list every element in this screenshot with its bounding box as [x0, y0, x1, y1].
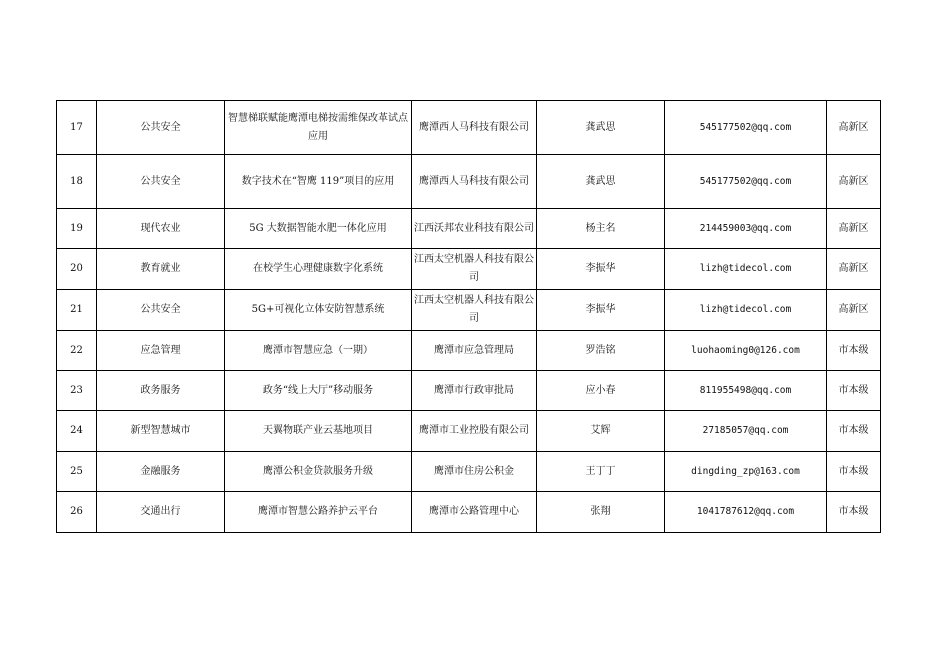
cell-email: 545177502@qq.com: [665, 155, 827, 209]
cell-number: 20: [57, 249, 97, 290]
cell-number: 22: [57, 331, 97, 371]
cell-category: 交通出行: [97, 492, 225, 533]
cell-company: 鹰潭市行政审批局: [412, 371, 537, 411]
cell-contact-person: 李振华: [537, 290, 665, 331]
cell-email: dingding_zp@163.com: [665, 452, 827, 492]
cell-company: 江西太空机器人科技有限公司: [412, 249, 537, 290]
cell-company: 鹰潭市工业控股有限公司: [412, 411, 537, 452]
cell-district: 市本级: [827, 331, 881, 371]
cell-company: 鹰潭西人马科技有限公司: [412, 155, 537, 209]
cell-district: 高新区: [827, 290, 881, 331]
cell-number: 23: [57, 371, 97, 411]
cell-project-name: 鹰潭市智慧公路养护云平台: [225, 492, 412, 533]
cell-email: 811955498@qq.com: [665, 371, 827, 411]
table-row: [57, 452, 881, 492]
cell-category: 政务服务: [97, 371, 225, 411]
cell-category: 新型智慧城市: [97, 411, 225, 452]
cell-number: 17: [57, 101, 97, 155]
cell-category: 教育就业: [97, 249, 225, 290]
cell-project-name: 智慧梯联赋能鹰潭电梯按需维保改革试点应用: [225, 101, 412, 155]
cell-contact-person: 艾辉: [537, 411, 665, 452]
cell-contact-person: 罗浩铭: [537, 331, 665, 371]
table-row: [57, 371, 881, 411]
cell-email: 545177502@qq.com: [665, 101, 827, 155]
cell-contact-person: 龚武思: [537, 155, 665, 209]
cell-number: 26: [57, 492, 97, 533]
project-table: [56, 100, 881, 533]
cell-email: 1041787612@qq.com: [665, 492, 827, 533]
cell-project-name: 数字技术在“智鹰 119”项目的应用: [225, 155, 412, 209]
table-row: [57, 101, 881, 155]
cell-project-name: 5G 大数据智能水肥一体化应用: [225, 209, 412, 249]
cell-number: 24: [57, 411, 97, 452]
cell-company: 鹰潭西人马科技有限公司: [412, 101, 537, 155]
cell-category: 公共安全: [97, 290, 225, 331]
cell-company: 江西沃邦农业科技有限公司: [412, 209, 537, 249]
cell-category: 应急管理: [97, 331, 225, 371]
cell-project-name: 鹰潭市智慧应急（一期）: [225, 331, 412, 371]
table-row: [57, 411, 881, 452]
table-row: [57, 290, 881, 331]
cell-district: 高新区: [827, 249, 881, 290]
cell-district: 高新区: [827, 101, 881, 155]
cell-company: 江西太空机器人科技有限公司: [412, 290, 537, 331]
cell-project-name: 5G+可视化立体安防智慧系统: [225, 290, 412, 331]
cell-email: 27185057@qq.com: [665, 411, 827, 452]
table-row: [57, 209, 881, 249]
cell-number: 25: [57, 452, 97, 492]
cell-email: lizh@tidecol.com: [665, 249, 827, 290]
cell-number: 18: [57, 155, 97, 209]
table-row: [57, 249, 881, 290]
cell-number: 19: [57, 209, 97, 249]
cell-email: luohaoming0@126.com: [665, 331, 827, 371]
cell-project-name: 政务“线上大厅”移动服务: [225, 371, 412, 411]
cell-contact-person: 杨主名: [537, 209, 665, 249]
cell-district: 高新区: [827, 209, 881, 249]
cell-contact-person: 李振华: [537, 249, 665, 290]
cell-project-name: 鹰潭公积金贷款服务升级: [225, 452, 412, 492]
table-row: [57, 331, 881, 371]
cell-email: 214459003@qq.com: [665, 209, 827, 249]
cell-district: 市本级: [827, 452, 881, 492]
cell-number: 21: [57, 290, 97, 331]
table-row: [57, 492, 881, 533]
cell-contact-person: 王丁丁: [537, 452, 665, 492]
cell-project-name: 天翼物联产业云基地项目: [225, 411, 412, 452]
cell-company: 鹰潭市住房公积金: [412, 452, 537, 492]
cell-district: 市本级: [827, 411, 881, 452]
cell-category: 金融服务: [97, 452, 225, 492]
cell-district: 市本级: [827, 371, 881, 411]
cell-project-name: 在校学生心理健康数字化系统: [225, 249, 412, 290]
cell-contact-person: 张翔: [537, 492, 665, 533]
cell-district: 高新区: [827, 155, 881, 209]
cell-email: lizh@tidecol.com: [665, 290, 827, 331]
cell-category: 公共安全: [97, 101, 225, 155]
cell-contact-person: 应小春: [537, 371, 665, 411]
cell-category: 公共安全: [97, 155, 225, 209]
cell-district: 市本级: [827, 492, 881, 533]
table-row: [57, 155, 881, 209]
cell-company: 鹰潭市公路管理中心: [412, 492, 537, 533]
cell-contact-person: 龚武思: [537, 101, 665, 155]
cell-category: 现代农业: [97, 209, 225, 249]
table-body: [57, 101, 881, 533]
cell-company: 鹰潭市应急管理局: [412, 331, 537, 371]
